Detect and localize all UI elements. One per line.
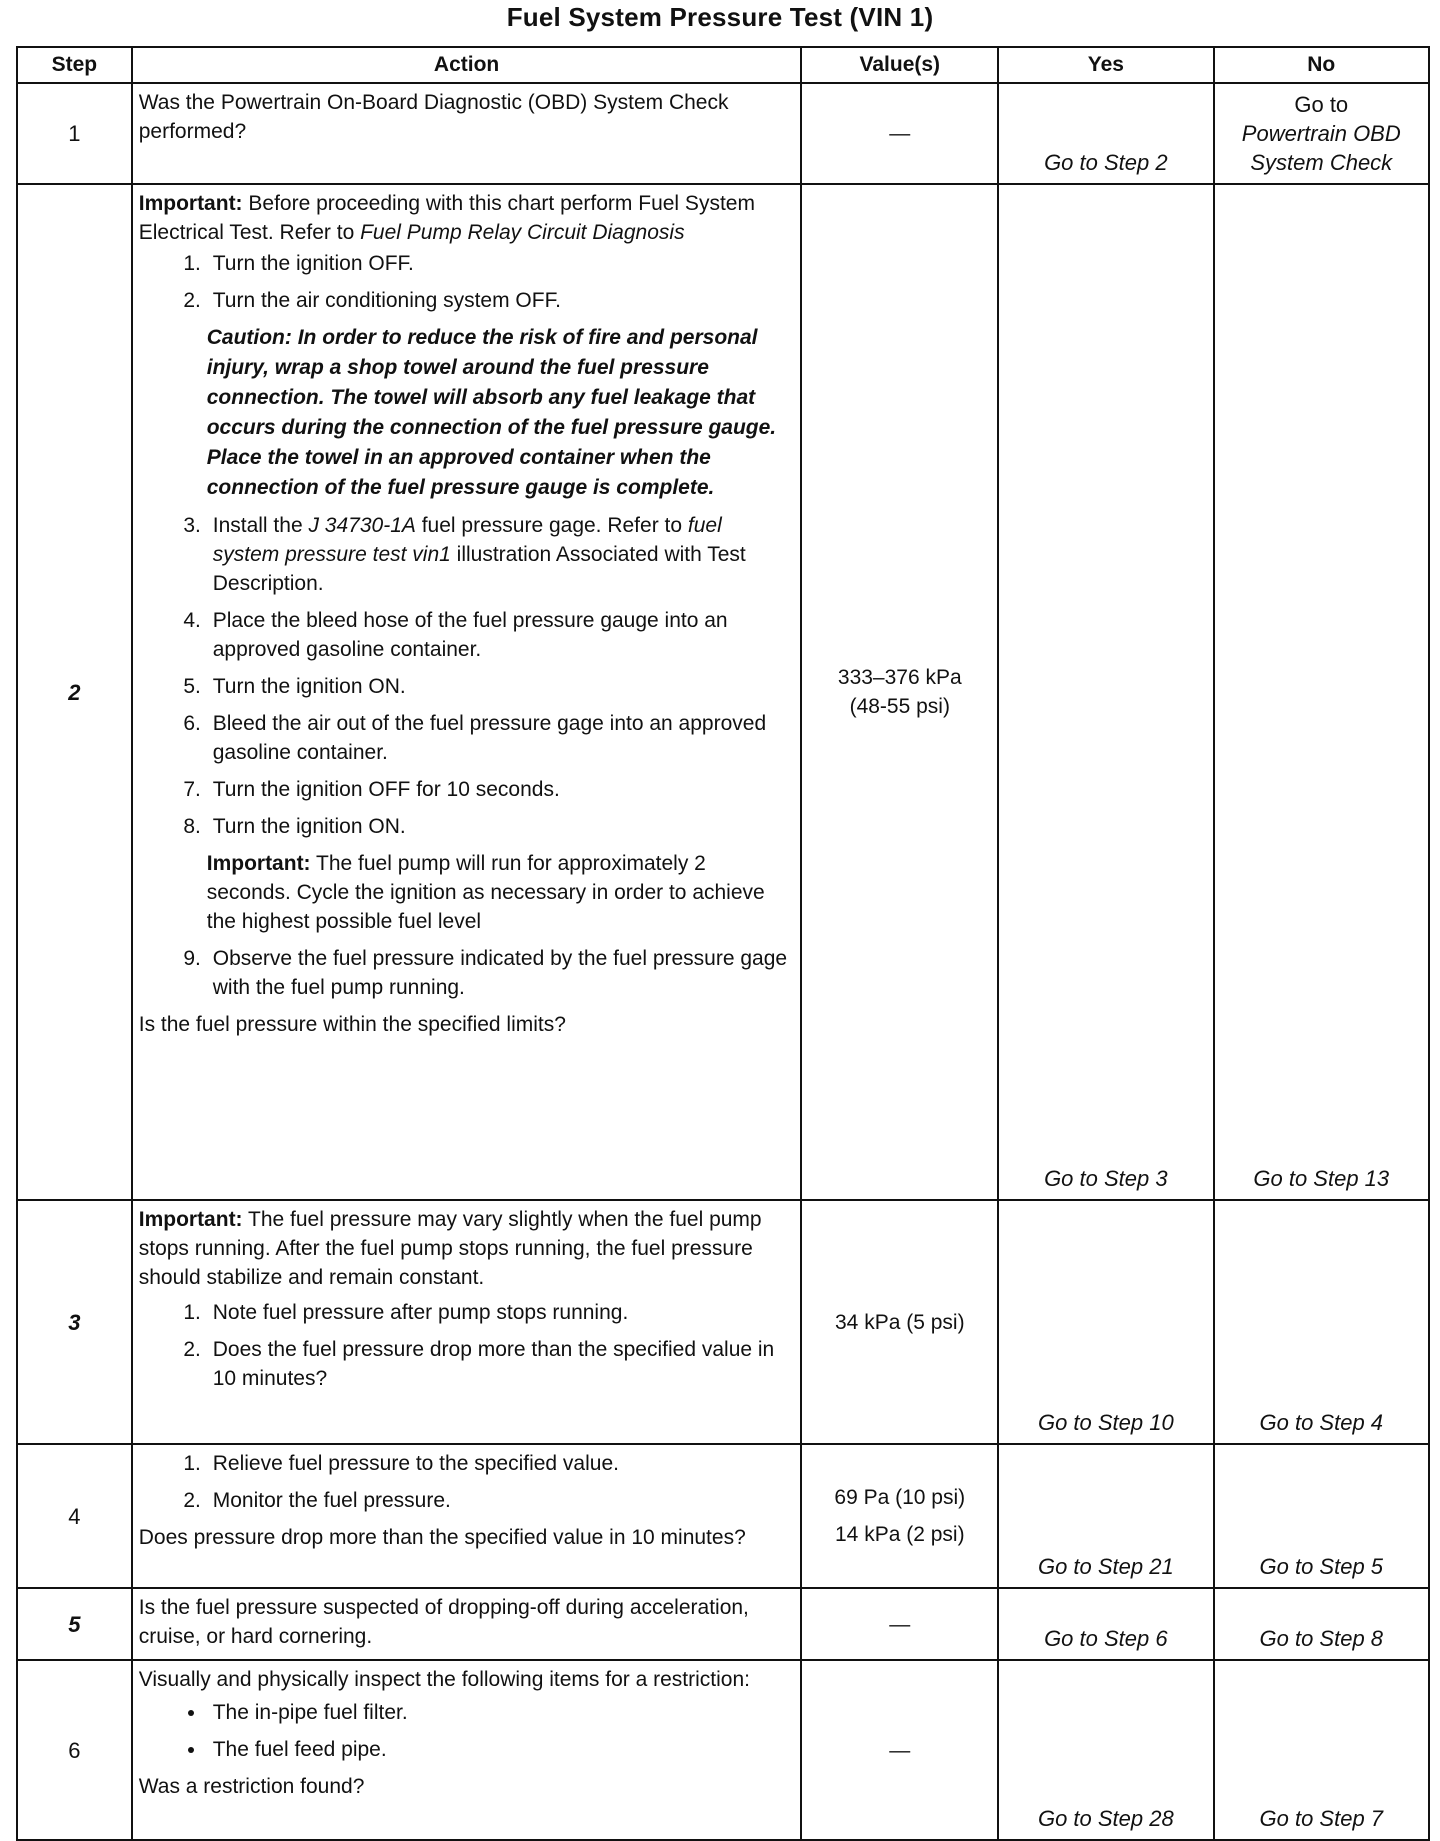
diagnostic-table: [16, 46, 1430, 1841]
action-cell: [132, 1588, 802, 1660]
no-cell: Go to Step 4: [1214, 1200, 1429, 1444]
no-cell: Go to Step 13: [1214, 184, 1429, 1200]
value-cell: [801, 184, 998, 1200]
bullet-list: [139, 1698, 791, 1764]
step-number: 4: [17, 1444, 132, 1588]
step-list: [139, 511, 791, 841]
important-note: [139, 189, 791, 247]
value-cell: —: [801, 1660, 998, 1840]
table-row: [17, 1444, 1429, 1588]
header-no: No: [1214, 47, 1429, 83]
caution-note: Caution: In order to reduce the risk of fire and personal injury, wrap a shop towel around the fuel pressure connection. The towel will absorb any fuel leakage that occurs during the connection of the fuel pressure gauge. Place the towel in an approved container when the connection of the fuel pressure gauge is complete.: [206, 326, 777, 499]
no-cell: Go to Step 5: [1214, 1444, 1429, 1588]
list-item: 1. Turn the ignition OFF.: [207, 249, 791, 278]
important-ref: Fuel Pump Relay Circuit Diagnosis: [360, 221, 685, 244]
yes-cell: Go to Step 28: [998, 1660, 1213, 1840]
action-question: Does pressure drop more than the specified value in 10 minutes?: [138, 1526, 746, 1549]
list-item: 1. Relieve fuel pressure to the specified value.: [207, 1449, 791, 1478]
step-list: [139, 944, 791, 1002]
step-number: 3: [17, 1200, 132, 1444]
action-cell: [132, 1200, 802, 1444]
list-item: 9. Observe the fuel pressure indicated by the fuel pressure gage with the fuel pump running.: [207, 944, 791, 1002]
step-number: 2: [17, 184, 132, 1200]
step-list: [139, 1449, 791, 1515]
list-item: 2. Monitor the fuel pressure.: [207, 1486, 791, 1515]
action-question: Was the Powertrain On-Board Diagnostic (OBD) System Check performed?: [138, 91, 729, 143]
table-row: [17, 1200, 1429, 1444]
action-cell: [132, 184, 802, 1200]
table-row: [17, 1660, 1429, 1840]
step-list: [139, 1298, 791, 1393]
list-item: 2. Turn the air conditioning system OFF.: [207, 286, 791, 315]
table-row: [17, 184, 1429, 1200]
list-text: Install the: [212, 514, 309, 537]
header-step: Step: [17, 47, 132, 83]
value-cell: —: [801, 83, 998, 184]
value-line: 14 kPa (2 psi): [835, 1523, 965, 1546]
step-number: 5: [17, 1588, 132, 1660]
list-item: 4. Place the bleed hose of the fuel pressure gauge into an approved gasoline container.: [207, 606, 791, 664]
important-text: The fuel pressure may vary slightly when the fuel pump stops running. After the fuel pump stops running, the fuel pressure should stabilize and remain constant.: [138, 1208, 762, 1289]
table-row: [17, 83, 1429, 184]
list-item: 6. Bleed the air out of the fuel pressure gage into an approved gasoline container.: [207, 709, 791, 767]
no-cell: Go to Step 7: [1214, 1660, 1429, 1840]
important-label: Important:: [206, 852, 311, 875]
list-item: 8. Turn the ignition ON.: [207, 812, 791, 841]
important-note: [207, 849, 791, 936]
step-list: [139, 249, 791, 315]
important-text: The fuel pump will run for approximately 2 seconds. Cycle the ignition as necessary in order to achieve the highest possible fuel level: [206, 852, 765, 933]
no-cell: [1214, 83, 1429, 184]
list-text: fuel pressure gage. Refer to: [415, 514, 688, 537]
header-yes: Yes: [998, 47, 1213, 83]
no-cell: Go to Step 8: [1214, 1588, 1429, 1660]
no-line: Powertrain OBD: [1241, 121, 1401, 146]
action-question: Is the fuel pressure suspected of dropping-off during acceleration, cruise, or hard cornering.: [138, 1596, 749, 1648]
illustration-ref: fuel system pressure test vin1: [212, 514, 722, 566]
yes-cell: Go to Step 10: [998, 1200, 1213, 1444]
list-item: 5. Turn the ignition ON.: [207, 672, 791, 701]
value-line: 69 Pa (10 psi): [834, 1486, 966, 1509]
yes-cell: Go to Step 21: [998, 1444, 1213, 1588]
header-row: [17, 47, 1429, 83]
action-cell: [132, 1444, 802, 1588]
value-cell: —: [801, 1588, 998, 1660]
header-action: Action: [132, 47, 802, 83]
action-cell: [132, 1660, 802, 1840]
list-item: • The fuel feed pipe.: [207, 1735, 791, 1764]
header-values: Value(s): [801, 47, 998, 83]
list-text: illustration Associated with Test Description.: [212, 543, 746, 595]
value-cell: 34 kPa (5 psi): [801, 1200, 998, 1444]
value-line: (48-55 psi): [849, 695, 950, 718]
important-text: Before proceeding with this chart perform Fuel System Electrical Test. Refer to: [138, 192, 755, 244]
important-label: Important:: [138, 192, 243, 215]
step-number: 1: [17, 83, 132, 184]
table-row: [17, 1588, 1429, 1660]
no-line: Go to: [1294, 92, 1349, 117]
list-item: [207, 511, 791, 598]
list-item: 2. Does the fuel pressure drop more than the specified value in 10 minutes?: [207, 1335, 791, 1393]
yes-cell: Go to Step 2: [998, 83, 1213, 184]
tool-number: J 34730-1A: [308, 514, 416, 537]
important-note: [139, 1205, 791, 1292]
action-question: Was a restriction found?: [138, 1775, 365, 1798]
action-cell: [132, 83, 802, 184]
document-title: Fuel System Pressure Test (VIN 1): [506, 2, 934, 32]
important-label: Important:: [138, 1208, 243, 1231]
list-item: 7. Turn the ignition OFF for 10 seconds.: [207, 775, 791, 804]
action-question: Is the fuel pressure within the specified limits?: [138, 1013, 566, 1036]
value-cell: [801, 1444, 998, 1588]
list-item: 1. Note fuel pressure after pump stops running.: [207, 1298, 791, 1327]
value-line: 333–376 kPa: [837, 666, 962, 689]
no-line: System Check: [1250, 150, 1393, 175]
action-intro: Visually and physically inspect the following items for a restriction:: [138, 1668, 750, 1691]
step-number: 6: [17, 1660, 132, 1840]
yes-cell: Go to Step 6: [998, 1588, 1213, 1660]
list-item: • The in-pipe fuel filter.: [207, 1698, 791, 1727]
yes-cell: Go to Step 3: [998, 184, 1213, 1200]
